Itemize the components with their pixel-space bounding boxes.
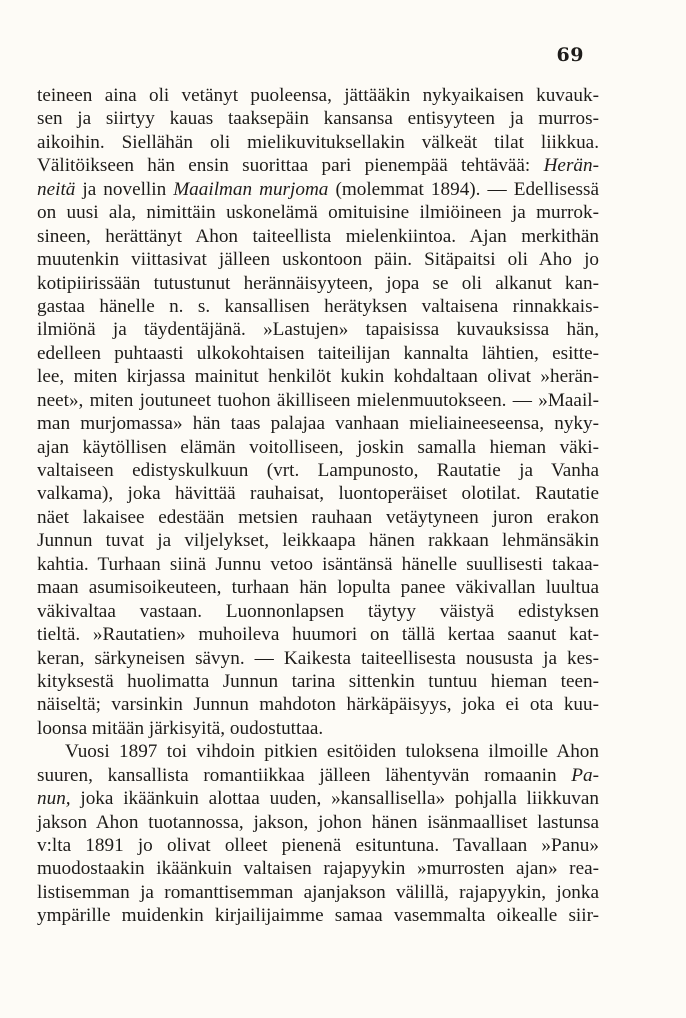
text-run: joka ikäänkuin alottaa uuden, »kansallisella» pohjalla liikkuvan [70,788,599,810]
text-line: näet lakaisee edestään metsien rauhaan vetäytyneen juron erakon [37,506,599,528]
text-line: ympärille muidenkin kirjailijaimme samaa vasemmalta oikealle siir- [37,905,599,927]
text-line: man murjomassa» hän taas palajaa vanhaan mieliaineeseensa, nyky- [37,413,599,435]
text-line: maan asumisoikeuteen, turhaan hän lopulta panee väkivallan luultua [37,577,599,599]
text-line: tieltä. »Rautatien» muhoileva huumori on tällä kertaa saanut kat- [37,624,599,646]
text-line: kahtia. Turhaan siinä Junnu vetoo isäntänsä hänelle suullisesti takaa- [37,553,599,575]
text-run: (molemmat 1894). — Edellisessä [328,178,599,200]
text-line: loonsa mitään järkisyitä, oudostuttaa. [37,717,324,739]
text-line: keran, särkyneisen sävyn. — Kaikesta taiteellisesta noususta ja kes- [37,647,599,669]
text-line: lee, miten kirjassa mainitut henkilöt kukin kohdaltaan olivat »herän- [37,366,599,388]
paragraph-1 [37,84,599,740]
body-text [37,84,599,928]
title-italic: Maailman murjoma [173,178,329,200]
text-line [37,154,599,177]
text-line [37,178,599,201]
text-line: muodostaakin ikäänkuin valtaisen rajapyykin »murrosten ajan» rea- [37,858,599,880]
text-line: Junnun tuvat ja viljelykset, leikkaapa hänen rakkaan lehmänsäkin [37,530,599,552]
title-italic: Pa- [571,764,599,786]
text-line: väkivaltaa vastaan. Luonnonlapsen täytyy väistyä edistyksen [37,600,599,622]
text-line: aikoihin. Siellähän oli mielikuvituksellakin välkeät tilat liikkua. [37,131,599,153]
text-line: muutenkin viittasivat jälleen uskontoon päin. Sitäpaitsi oli Aho jo [37,249,599,271]
text-line: kityksestä huolimatta Junnun tarina sittenkin tuntuu hieman teen- [37,670,599,692]
text-run: Välitöikseen hän ensin suorittaa pari pienempää tehtävää: [37,155,544,177]
text-line: ajan käytöllisen elämän voitolliseen, joskin samalla hieman väki- [37,436,599,458]
text-line: edelleen puhtaasti ulkokohtaisen taiteilijan kannalta lähtien, esitte- [37,342,599,364]
text-line: näiseltä; varsinkin Junnun mahdoton härkäpäisyys, joka ei ota kuu- [37,694,599,716]
text-line: teineen aina oli vetänyt puoleensa, jättääkin nykyaikaisen kuvauk- [37,85,599,106]
text-line: valtaiseen edistyskulkuun (vrt. Lampunosto, Rautatie ja Vanha [37,460,599,481]
text-line: on uusi ala, nimittäin uskonelämä omituisine ilmiöineen ja murrok- [37,202,599,224]
text-line [37,764,599,787]
text-run: ja novellin [75,178,174,200]
text-line: jakson Ahon tuotannossa, jakson, johon hänen isänmaalliset lastunsa [37,811,599,833]
text-line: v:lta 1891 jo olivat olleet pienenä esituntuna. Tavallaan »Panu» [37,835,599,856]
text-line: gastaa hänelle n. s. kansallisen herätyksen valtaisena rinnakkais- [37,295,599,317]
text-line: Vuosi 1897 toi vihdoin pitkien esitöiden tuloksena ilmoille Ahon [65,741,599,763]
title-italic: neitä [37,178,76,200]
page-number: 69 [556,44,584,66]
title-italic: Herän- [543,155,599,177]
text-line: sen ja siirtyy kauas taaksepäin kansansa entisyyteen ja murros- [37,108,599,130]
text-line: sineen, herättänyt Ahon taiteellista mielenkiintoa. Ajan merkithän [37,225,599,247]
text-line: ilmiönä ja täydentäjänä. »Lastujen» tapaisissa kuvauksissa hän, [37,319,599,341]
text-line: neet», miten joutuneet tuohon äkilliseen mielenmuutokseen. — »Maail- [37,389,599,411]
text-line [37,787,599,810]
text-line: valkama), joka hävittää rauhaisat, luontoperäiset olotilat. Rautatie [37,483,599,505]
title-italic: nun, [37,788,71,810]
paragraph-2 [37,740,599,928]
text-line: listisemman ja romanttisemman ajanjakson välillä, rajapyykin, jonka [37,881,599,903]
text-run: suuren, kansallista romantiikkaa jälleen lähentyvän romaanin [37,764,572,786]
text-line: kotipiirissään tutustunut herännäisyyteen, jopa se oli alkanut kan- [37,272,599,294]
